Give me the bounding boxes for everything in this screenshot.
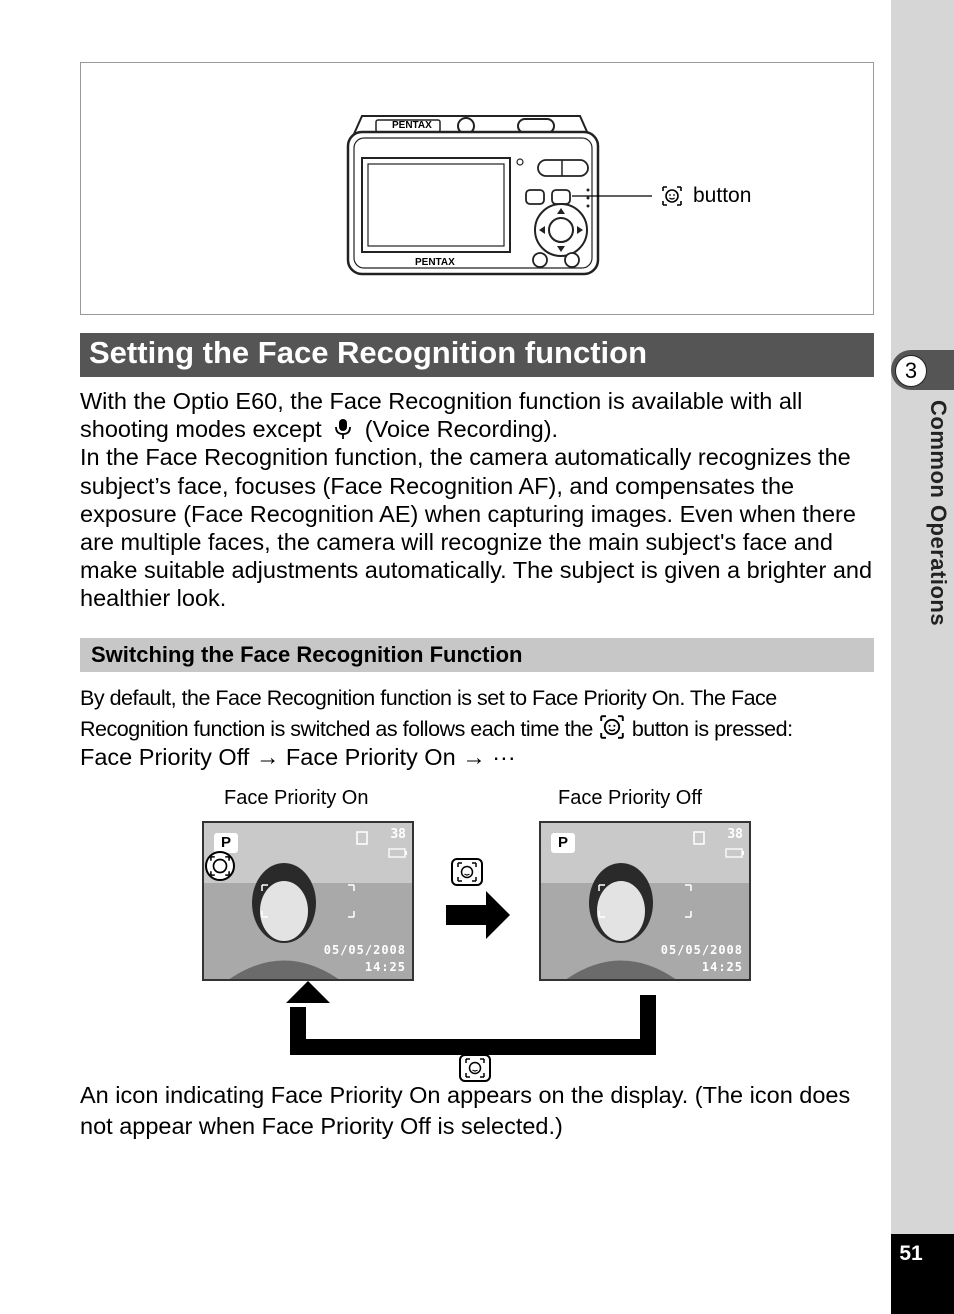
memory-card-icon <box>693 831 705 845</box>
face-button-icon <box>598 715 626 739</box>
face-button-icon <box>452 859 482 885</box>
microphone-icon <box>328 418 358 440</box>
memory-card-icon <box>356 831 368 845</box>
battery-icon <box>725 848 745 858</box>
side-margin <box>891 0 954 1314</box>
chapter-label: Common Operations <box>926 400 951 627</box>
mode-indicator: P <box>551 833 575 853</box>
switch-text-a: By default, the Face Recognition function is set to Face Priority On. The Face Recognition function is switched as follows each time the <box>80 686 777 741</box>
closing-text: An icon indicating Face Priority On appears on the display. (The icon does not appear when Face Priority Off is selected.) <box>80 1082 851 1139</box>
mode-indicator: P <box>214 833 238 853</box>
right-arrow <box>446 891 510 939</box>
face-priority-icon <box>205 851 235 881</box>
caption-face-priority-on: Face Priority On <box>224 787 369 809</box>
lcd-time: 14:25 <box>364 960 406 974</box>
face-button-icon <box>663 187 681 205</box>
face-button-icon <box>460 1055 490 1081</box>
section-heading: Setting the Face Recognition function <box>80 333 874 377</box>
switch-text <box>80 683 890 745</box>
caption-face-priority-off: Face Priority Off <box>558 787 703 809</box>
shots-remaining: 38 <box>727 827 743 842</box>
switch-flow: Face Priority Off → Face Priority On → ··· <box>80 744 516 770</box>
intro-text <box>80 387 880 613</box>
chapter-number: 3 <box>895 355 927 387</box>
lcd-time: 14:25 <box>701 960 743 974</box>
switch-text-b: button is pressed: <box>631 717 793 741</box>
lcd-date: 05/05/2008 <box>323 943 406 957</box>
brand-top: PENTAX <box>392 120 432 131</box>
shots-remaining: 38 <box>390 827 406 842</box>
brand-bottom: PENTAX <box>415 257 455 268</box>
page-number: 51 <box>899 1242 923 1265</box>
return-arrow <box>298 995 648 1047</box>
intro-p2: In the Face Recognition function, the camera automatically recognizes the subject’s face, focuses (Face Recognition AF), and compensates the exposure (Face Recognition AE) when capturing images. Even when there are multiple faces, the camera will recognize the main subject's face and make suitable adjustments automatically. The subject is given a brighter and healthier look. <box>80 444 873 612</box>
subsection-heading: Switching the Face Recognition Function <box>80 638 874 672</box>
intro-p1a: With the Optio E60, the Face Recognition function is available with all shooting modes except <box>80 388 803 443</box>
face-button-label: button <box>693 184 752 207</box>
lcd-date: 05/05/2008 <box>660 943 743 957</box>
intro-p1b: (Voice Recording). <box>364 416 559 443</box>
switch-cycle-diagram <box>280 855 680 1085</box>
